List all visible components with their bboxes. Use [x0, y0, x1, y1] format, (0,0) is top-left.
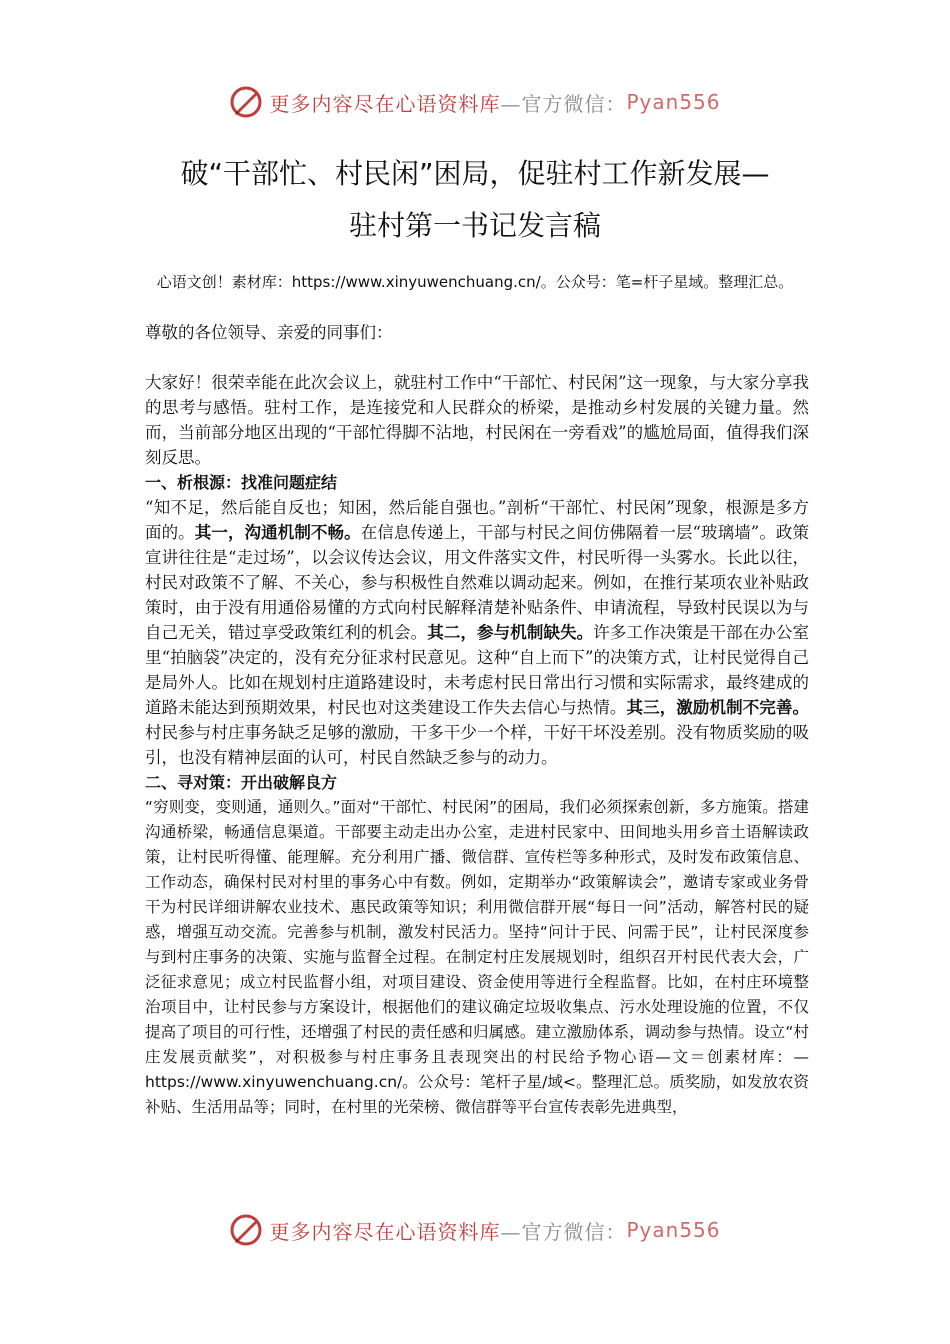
- header-watermark-banner: [0, 82, 950, 122]
- section-2-paragraph: “穷则变，变则通，通则久。”面对“干部忙、村民闲”的困局，我们必须探索创新，多方施策。搭建沟通桥梁，畅通信息渠道。干部要主动走出办公室，走进村民家中、田间地头用乡音土语解读政策，让村民听得懂、能理解。充分利用广播、微信群、宣传栏等多种形式，及时发布政策信息、工作动态，确保村民对村里的事务心中有数。例如，定期举办“政策解读会”，邀请专家或业务骨干为村民详细讲解农业技术、惠民政策等知识；利用微信群开展“每日一问”活动，解答村民的疑惑，增强互动交流。完善参与机制，激发村民活力。坚持“问计于民、问需于民”，让村民深度参与到村庄事务的决策、实施与监督全过程。在制定村庄发展规划时，组织召开村民代表大会，广泛征求意见；成立村民监督小组，对项目建设、资金使用等进行全程监督。比如，在村庄环境整治项目中，让村民参与方案设计，根据他们的建议确定垃圾收集点、污水处理设施的位置，不仅提高了项目的可行性，还增强了村民的责任感和归属感。建立激励体系，调动参与热情。设立“村庄发展贡献奖”，对积极参与村庄事务且表现突出的村民给予物心语—文＝创素材库：—https://www.xinyuwenchuang.cn/。公众号：笔杆子星/域<。整理汇总。质奖励，如发放农资补贴、生活用品等；同时，在村里的光荣榜、微信群等平台宣传表彰先进典型，: [145, 798, 809, 1116]
- banner-handle: Pyan556: [626, 1218, 721, 1242]
- section-1-text-c: 许多工作决策是干部在办公室里“拍脑袋”决定的，没有充分征求村民意见。这种“自上而下”的决策方式，让村民觉得自己是局外人。比如在规划村庄道路建设时，未考虑村民日常出行习惯和实际需求，最终建成的道路未能达到预期效果，村民也对这类建设工作失去信心与热情。: [145, 623, 810, 717]
- section-1-text-a: “知不足，然后能自反也；知困，然后能自强也。”剖析“干部忙、村民闲”现象，根源是多方面的。: [145, 498, 809, 542]
- section-1-bold-2: 其二，参与机制缺失。: [427, 623, 594, 642]
- banner-rest-text: —官方微信：: [500, 91, 627, 116]
- section-1-bold-3: 其三，激励机制不完善。: [626, 698, 810, 717]
- pen-logo-icon: [229, 1213, 263, 1247]
- banner-handle: Pyan556: [626, 90, 721, 114]
- banner-rest-text: —官方微信：: [500, 1219, 627, 1244]
- title-line-2: 驻村第一书记发言稿: [348, 209, 601, 242]
- banner-main-text: 更多内容尽在心语资料库: [269, 1219, 501, 1244]
- intro-paragraph: 大家好！很荣幸能在此次会议上，就驻村工作中“干部忙、村民闲”这一现象，与大家分享我的思考与感悟。驻村工作，是连接党和人民群众的桥梁，是推动乡村发展的关键力量。然而，当前部分地区出现的“干部忙得脚不沾地，村民闲在一旁看戏”的尴尬局面，值得我们深刻反思。: [145, 373, 809, 467]
- pen-logo-icon: [229, 85, 263, 119]
- section-1-paragraph: [145, 495, 809, 770]
- section-1-text-d: 村民参与村庄事务缺乏足够的激励，干多干少一个样，干好干坏没差别。没有物质奖励的吸引，也没有精神层面的认可，村民自然缺乏参与的动力。: [145, 723, 809, 767]
- section-2-heading: 二、寻对策：开出破解良方: [145, 773, 338, 792]
- source-note: 心语文创！素材库：https://www.xinyuwenchuang.cn/。公众号：笔=杆子星域。整理汇总。: [156, 273, 794, 291]
- document-body: [145, 320, 809, 1120]
- document-title: [60, 148, 890, 252]
- salutation: 尊敬的各位领导、亲爱的同事们：: [145, 323, 393, 342]
- section-1-bold-1: 其一，沟通机制不畅。: [194, 523, 361, 542]
- section-1-heading: 一、析根源：找准问题症结: [145, 473, 338, 492]
- section-1-text-b: 在信息传递上，干部与村民之间仿佛隔着一层“玻璃墙”。政策宣讲往往是“走过场”，以会议传达会议，用文件落实文件，村民听得一头雾水。长此以往，村民对政策不了解、不关心，参与积极性自然难以调动起来。例如，在推行某项农业补贴政策时，由于没有用通俗易懂的方式向村民解释清楚补贴条件、申请流程，导致村民误以为与自己无关，错过享受政策红利的机会。: [145, 523, 810, 642]
- banner-main-text: 更多内容尽在心语资料库: [269, 91, 501, 116]
- footer-watermark-banner: [0, 1210, 950, 1250]
- title-line-1: 破“干部忙、村民闲”困局，促驻村工作新发展—: [180, 157, 770, 190]
